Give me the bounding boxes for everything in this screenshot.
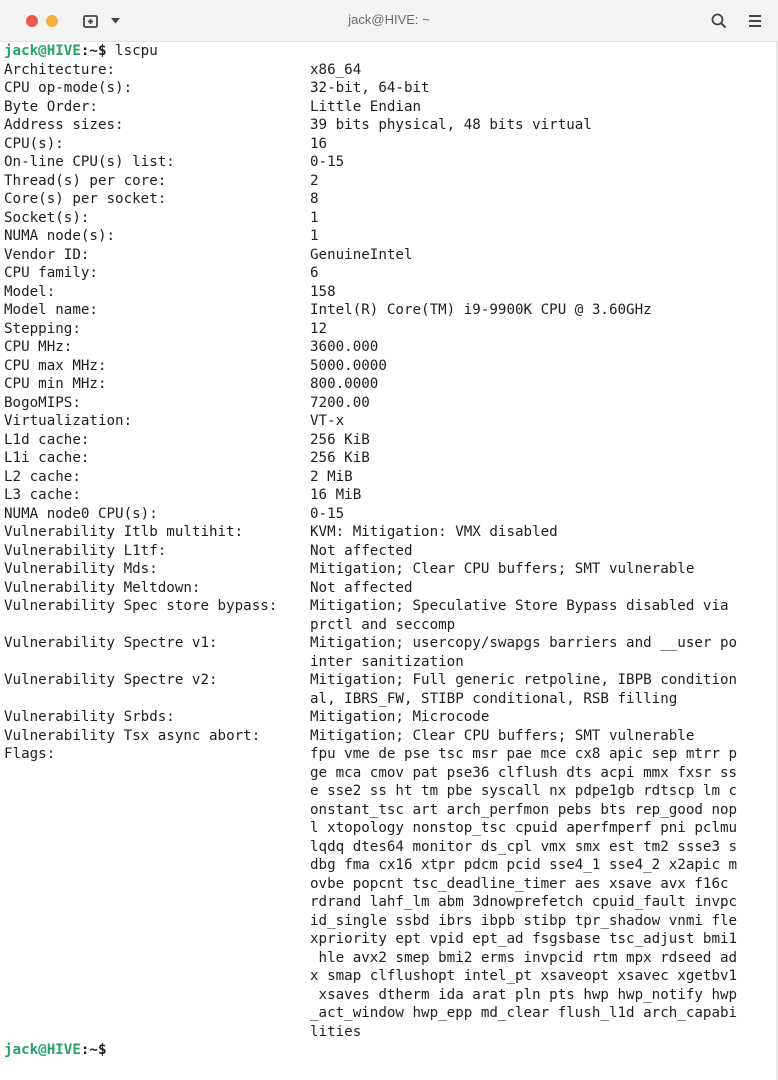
output-row <box>4 745 774 1041</box>
output-value: Mitigation; Full generic retpoline, IBPB condition al, IBRS_FW, STIBP conditional, RSB filling <box>310 672 738 707</box>
output-value: GenuineIntel <box>310 246 413 263</box>
output-key: CPU family: <box>4 265 98 281</box>
output-row <box>4 634 774 671</box>
output-key: Model name: <box>4 302 98 318</box>
output-key: Byte Order: <box>4 98 98 115</box>
output-key: Virtualization: <box>4 413 133 429</box>
output-key: NUMA node(s): <box>4 228 116 244</box>
output-row <box>4 116 774 135</box>
command-text: lscpu <box>106 43 158 59</box>
output-row <box>4 708 774 727</box>
output-row <box>4 597 774 634</box>
output-value: 3600.000 <box>310 339 379 355</box>
output-value: 1 <box>310 228 319 244</box>
final-prompt-line <box>4 1041 774 1060</box>
output-key: Thread(s) per core: <box>4 172 167 189</box>
output-key: CPU max MHz: <box>4 357 107 374</box>
output-row <box>4 79 774 98</box>
output-value: 0-15 <box>310 505 345 522</box>
output-value: 7200.00 <box>310 394 370 411</box>
menu-button[interactable] <box>747 13 763 29</box>
output-value: 1 <box>310 209 319 226</box>
output-row <box>4 246 774 265</box>
output-row <box>4 468 774 487</box>
output-value: 2 <box>310 172 319 189</box>
output-row <box>4 375 774 394</box>
output-value: Little Endian <box>310 98 422 115</box>
output-row <box>4 153 774 172</box>
final-prompt-user: jack@HIVE <box>4 1042 81 1058</box>
output-key: CPU(s): <box>4 135 64 152</box>
output-key: On-line CPU(s) list: <box>4 154 175 170</box>
title-bar <box>0 0 778 42</box>
output-value: 256 KiB <box>310 450 370 466</box>
output-value: 6 <box>310 265 319 281</box>
output-value: 39 bits physical, 48 bits virtual <box>310 117 592 133</box>
output-row <box>4 505 774 524</box>
output-row <box>4 560 774 579</box>
output-key: Core(s) per socket: <box>4 191 167 207</box>
output-value: Mitigation; usercopy/swapgs barriers and __user po inter sanitization <box>310 635 738 670</box>
output-row <box>4 579 774 598</box>
output-value: Mitigation; Clear CPU buffers; SMT vulnerable <box>310 561 695 577</box>
output-key: Vulnerability Itlb multihit: <box>4 524 244 540</box>
hamburger-menu-icon <box>747 13 763 29</box>
output-row <box>4 338 774 357</box>
output-value: 800.0000 <box>310 376 379 392</box>
output-value: VT-x <box>310 413 345 429</box>
output-value: 32-bit, 64-bit <box>310 80 430 96</box>
output-key: Socket(s): <box>4 209 90 226</box>
output-value: KVM: Mitigation: VMX disabled <box>310 524 558 540</box>
output-value: fpu vme de pse tsc msr pae mce cx8 apic sep mtrr p ge mca cmov pat pse36 clflush dts acpi mmx fxsr ss e sse2 ss ht tm pbe syscall nx pdpe1gb rdtscp lm c onstant_tsc art arch_perfmon pebs bts rep_good nop l xtopology nonstop_tsc cpuid aperfmperf pni pclmu lqdq dtes64 monitor ds_cpl vmx smx est tm2 ssse3 s dbg fma cx16 xtpr pdcm pcid sse4_1 sse4_2 x2apic m ovbe popcnt tsc_deadline_timer aes xsave avx f16c rdrand lahf_lm abm 3dnowprefetch cpuid_fault invpc id_single ssbd ibrs ibpb stibp tpr_shadow vnmi fle xpriority ept vpid ept_ad fsgsbase tsc_adjust bmi1 hle avx2 smep bmi2 erms invpcid rtm mpx rdseed ad x smap clflushopt intel_pt xsaveopt xsavec xgetbv1 xsaves dtherm ida arat pln pts hwp hwp_notify hwp _act_window hwp_epp md_clear flush_l1d arch_capabi lities <box>310 746 738 1040</box>
output-key: L1d cache: <box>4 431 90 448</box>
output-key: Vulnerability Spectre v2: <box>4 672 218 688</box>
output-value: 8 <box>310 191 319 207</box>
terminal-output[interactable] <box>4 42 774 1060</box>
output-key: Stepping: <box>4 320 81 337</box>
output-row <box>4 190 774 209</box>
output-row <box>4 209 774 228</box>
final-prompt-path: :~$ <box>80 1042 107 1058</box>
output-value: 158 <box>310 283 336 300</box>
command-line <box>4 42 774 61</box>
output-key: CPU op-mode(s): <box>4 80 133 96</box>
output-key: Vulnerability Meltdown: <box>4 579 201 596</box>
output-row <box>4 727 774 746</box>
output-key: Vulnerability Spec store bypass: <box>4 598 278 614</box>
search-icon <box>710 12 728 30</box>
lscpu-output <box>4 61 774 1042</box>
output-value: Not affected <box>310 542 413 559</box>
output-key: Vulnerability Mds: <box>4 561 158 577</box>
output-key: Vulnerability Tsx async abort: <box>4 727 261 744</box>
output-row <box>4 523 774 542</box>
output-key: Model: <box>4 283 56 300</box>
output-value: 12 <box>310 320 328 337</box>
output-value: Mitigation; Speculative Store Bypass disabled via prctl and seccomp <box>310 598 729 633</box>
output-value: 16 <box>310 135 328 152</box>
output-key: Flags: <box>4 746 56 762</box>
output-key: Vendor ID: <box>4 246 90 263</box>
output-row <box>4 486 774 505</box>
output-row <box>4 264 774 283</box>
prompt-user: jack@HIVE <box>4 43 81 59</box>
output-key: CPU min MHz: <box>4 376 107 392</box>
search-button[interactable] <box>710 12 728 30</box>
output-row <box>4 671 774 708</box>
output-row <box>4 357 774 376</box>
output-row <box>4 449 774 468</box>
output-row <box>4 98 774 117</box>
output-row <box>4 172 774 191</box>
output-value: 16 MiB <box>310 487 362 503</box>
output-value: 0-15 <box>310 154 345 170</box>
output-row <box>4 412 774 431</box>
output-key: Address sizes: <box>4 117 124 133</box>
output-row <box>4 227 774 246</box>
window-title: jack@HIVE: ~ <box>348 12 430 27</box>
output-value: 5000.0000 <box>310 357 387 374</box>
output-key: Architecture: <box>4 61 116 78</box>
output-key: NUMA node0 CPU(s): <box>4 505 158 522</box>
output-key: Vulnerability Srbds: <box>4 709 175 725</box>
output-key: BogoMIPS: <box>4 394 81 411</box>
output-row <box>4 301 774 320</box>
output-value: Mitigation; Microcode <box>310 709 490 725</box>
output-key: Vulnerability L1tf: <box>4 542 167 559</box>
output-value: x86_64 <box>310 61 362 78</box>
output-key: CPU MHz: <box>4 339 73 355</box>
output-key: L3 cache: <box>4 487 81 503</box>
output-row <box>4 135 774 154</box>
output-row <box>4 542 774 561</box>
output-value: Not affected <box>310 579 413 596</box>
output-row <box>4 283 774 302</box>
output-value: 2 MiB <box>310 468 353 485</box>
output-value: 256 KiB <box>310 431 370 448</box>
output-value: Mitigation; Clear CPU buffers; SMT vulnerable <box>310 727 695 744</box>
output-key: Vulnerability Spectre v1: <box>4 635 218 651</box>
output-row <box>4 320 774 339</box>
prompt-path: :~$ <box>80 43 107 59</box>
output-key: L2 cache: <box>4 468 81 485</box>
output-value: Intel(R) Core(TM) i9-9900K CPU @ 3.60GHz <box>310 302 652 318</box>
output-row <box>4 394 774 413</box>
output-key: L1i cache: <box>4 450 90 466</box>
output-row <box>4 61 774 80</box>
output-row <box>4 431 774 450</box>
